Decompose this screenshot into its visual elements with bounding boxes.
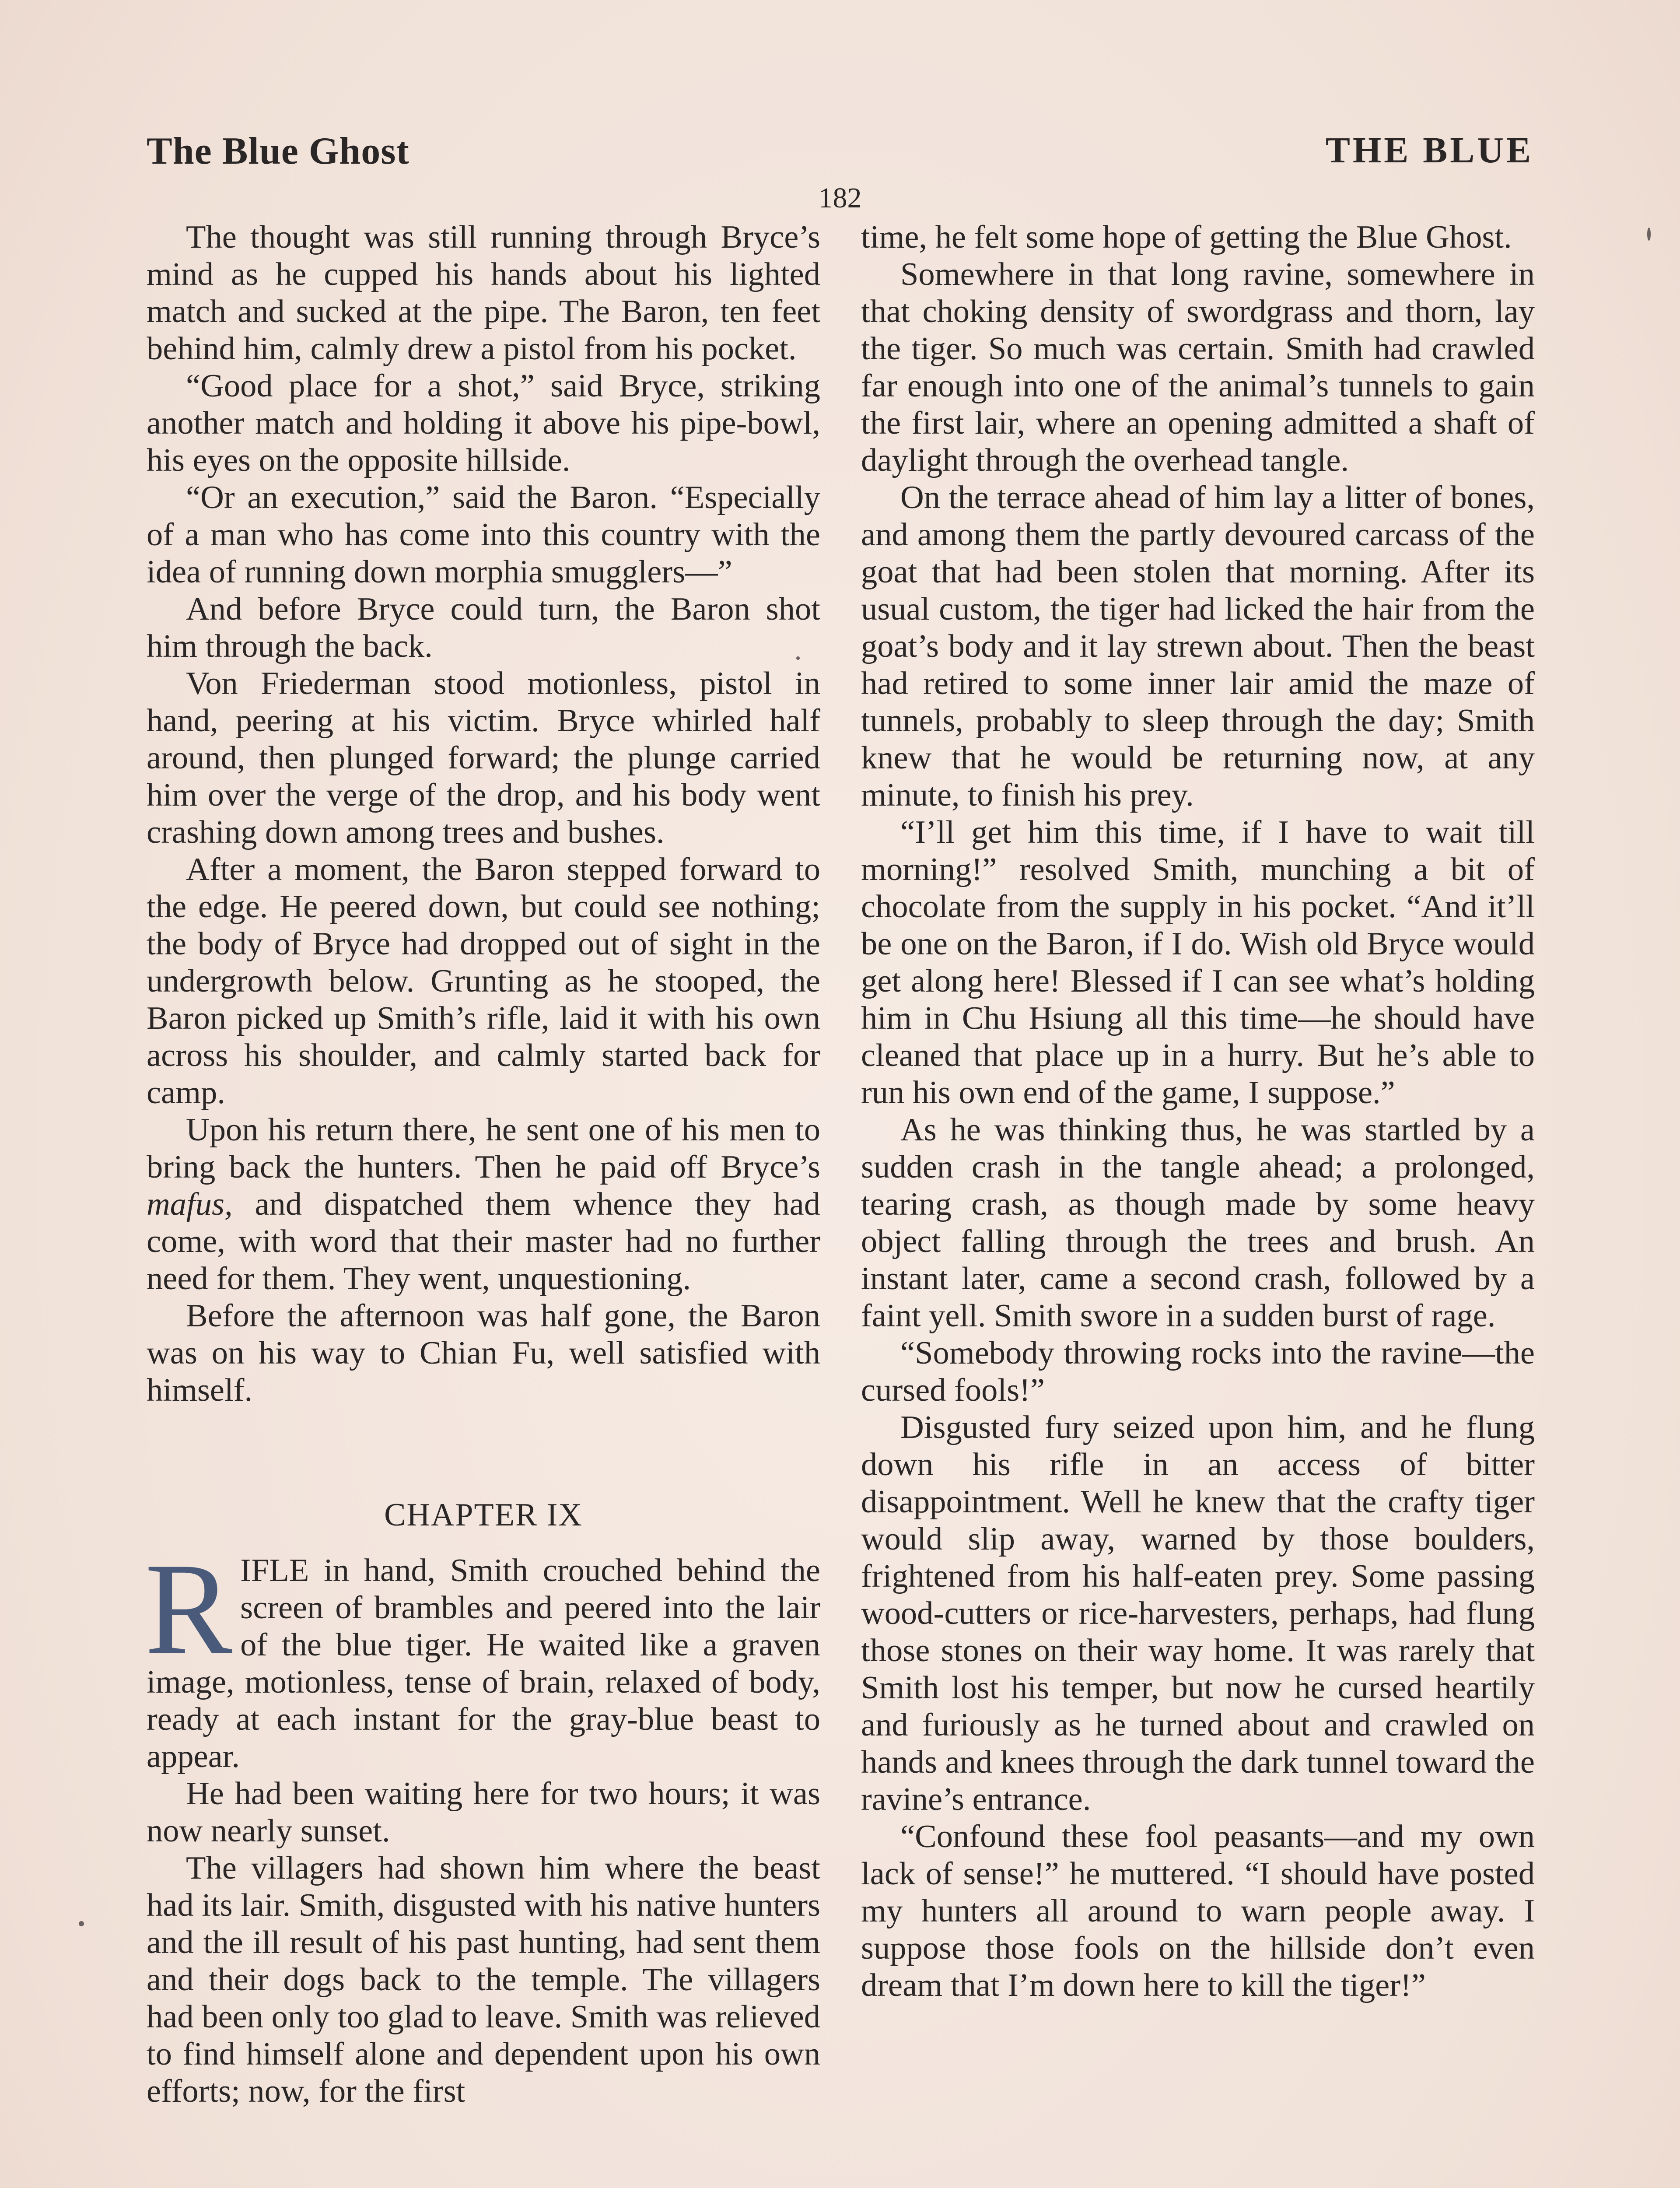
paragraph: “Good place for a shot,” said Bryce, striking another match and holding it above his pipe-bowl, his eyes on the opposite hillside. — [147, 368, 820, 478]
paragraph: “Somebody throwing rocks into the ravine—the cursed fools!” — [861, 1335, 1535, 1408]
running-head — [147, 129, 1533, 177]
paragraph: As he was thinking thus, he was startled by a sudden crash in the tangle ahead; a prolonged, tearing crash, as though made by some heavy object falling through the trees and brush. An instant later, came a second crash, followed by a faint yell. Smith swore in a sudden burst of rage. — [861, 1112, 1535, 1334]
chapter-heading: CHAPTER IX — [384, 1497, 583, 1533]
story-title: The Blue Ghost — [147, 130, 410, 172]
text-run: Upon his return there, he sent one of his men to bring back the hunters. Then he paid off Bryce’s — [147, 1112, 820, 1185]
left-column — [147, 219, 820, 2188]
paragraph: The villagers had shown him where the beast had its lair. Smith, disgusted with his native hunters and the ill result of his past hunting, had sent them and their dogs back to the temple. The villagers had been only too glad to leave. Smith was relieved to find himself alone and dependent upon his own efforts; now, for the first — [147, 1850, 820, 2109]
magazine-title: THE BLUE — [1325, 130, 1533, 171]
paragraph: “I’ll get him this time, if I have to wait till morning!” resolved Smith, munching a bit of chocolate from the supply in his pocket. “And it’ll be one on the Baron, if I do. Wish old Bryce would get along here! Blessed if I can see what’s holding him in Chu Hsiung all this time—he should have cleaned that place up in a hurry. But he’s able to run his own end of the game, I suppose.” — [861, 814, 1535, 1111]
paragraph: On the terrace ahead of him lay a litter of bones, and among them the partly devoured carcass of the goat that had been stolen that morning. After its usual custom, the tiger had licked the hair from the goat’s body and it lay strewn about. Then the beast had retired to some inner lair amid the maze of tunnels, probably to sleep through the day; Smith knew that he would be returning now, at any minute, to finish his prey. — [861, 480, 1535, 813]
paragraph: Before the afternoon was half gone, the Baron was on his way to Chian Fu, well satisfied with himself. — [147, 1298, 820, 1408]
paper-fleck — [79, 1921, 84, 1926]
paragraph: “Confound these fool peasants—and my own lack of sense!” he muttered. “I should have posted my hunters all around to warn people away. I suppose those fools on the hillside don’t even dream that I’m down here to kill the tiger!” — [861, 1819, 1535, 2003]
paragraph: And before Bryce could turn, the Baron shot him through the back. — [147, 591, 820, 664]
paper-fleck — [796, 656, 800, 660]
paragraph: After a moment, the Baron stepped forward to the edge. He peered down, but could see nothing; the body of Bryce had dropped out of sight in the undergrowth below. Grunting as he stooped, the Baron picked up Smith’s rifle, laid it with his own across his shoulder, and calmly started back for camp. — [147, 852, 820, 1111]
paragraph-continuation: time, he felt some hope of getting the Blue Ghost. — [861, 219, 1512, 255]
paragraph: Somewhere in that long ravine, somewhere in that choking density of swordgrass and thorn, lay the tiger. So much was certain. Smith had crawled far enough into one of the animal’s tunnels to gain the first lair, where an opening admitted a shaft of daylight through the overhead tangle. — [861, 256, 1535, 478]
paragraph — [147, 1112, 820, 1297]
page-number: 182 — [818, 182, 862, 214]
italic-word: mafus, — [147, 1186, 233, 1222]
paragraph: Disgusted fury seized upon him, and he flung down his rifle in an access of bitter disappointment. Well he knew that the crafty tiger would slip away, warned by those boulders, frightened from his half-eaten prey. Some passing wood-cutters or rice-harvesters, perhaps, had flung those stones on their way home. It was rarely that Smith lost his temper, but now he cursed heartily and furiously as he turned about and crawled on hands and knees through the dark tunnel toward the ravine’s entrance. — [861, 1410, 1535, 1817]
paragraph: “Or an execution,” said the Baron. “Especially of a man who has come into this country with the idea of running down morphia smugglers—” — [147, 480, 820, 590]
text-run: and dispatched them whence they had come, with word that their master had no further need for them. They went, unquestioning. — [147, 1186, 820, 1297]
paragraph: He had been waiting here for two hours; it was now nearly sunset. — [147, 1776, 820, 1849]
paragraph: Von Friederman stood motionless, pistol in hand, peering at his victim. Bryce whirled half around, then plunged forward; the plunge carried him over the verge of the drop, and his body went crashing down among trees and bushes. — [147, 666, 820, 850]
text-run: IFLE in hand, Smith crouched behind the screen of brambles and peered into the lair of the blue tiger. He waited like a graven image, motionless, tense of brain, relaxed of body, ready at each instant for the gray-blue beast to appear. — [147, 1553, 820, 1774]
paper-fleck — [1647, 228, 1651, 241]
right-column — [861, 219, 1535, 2188]
chapter-opening-paragraph — [145, 1536, 820, 1775]
paragraph: The thought was still running through Bryce’s mind as he cupped his hands about his lighted match and sucked at the pipe. The Baron, ten feet behind him, calmly drew a pistol from his pocket. — [147, 219, 820, 367]
drop-cap: R — [145, 1536, 233, 1681]
